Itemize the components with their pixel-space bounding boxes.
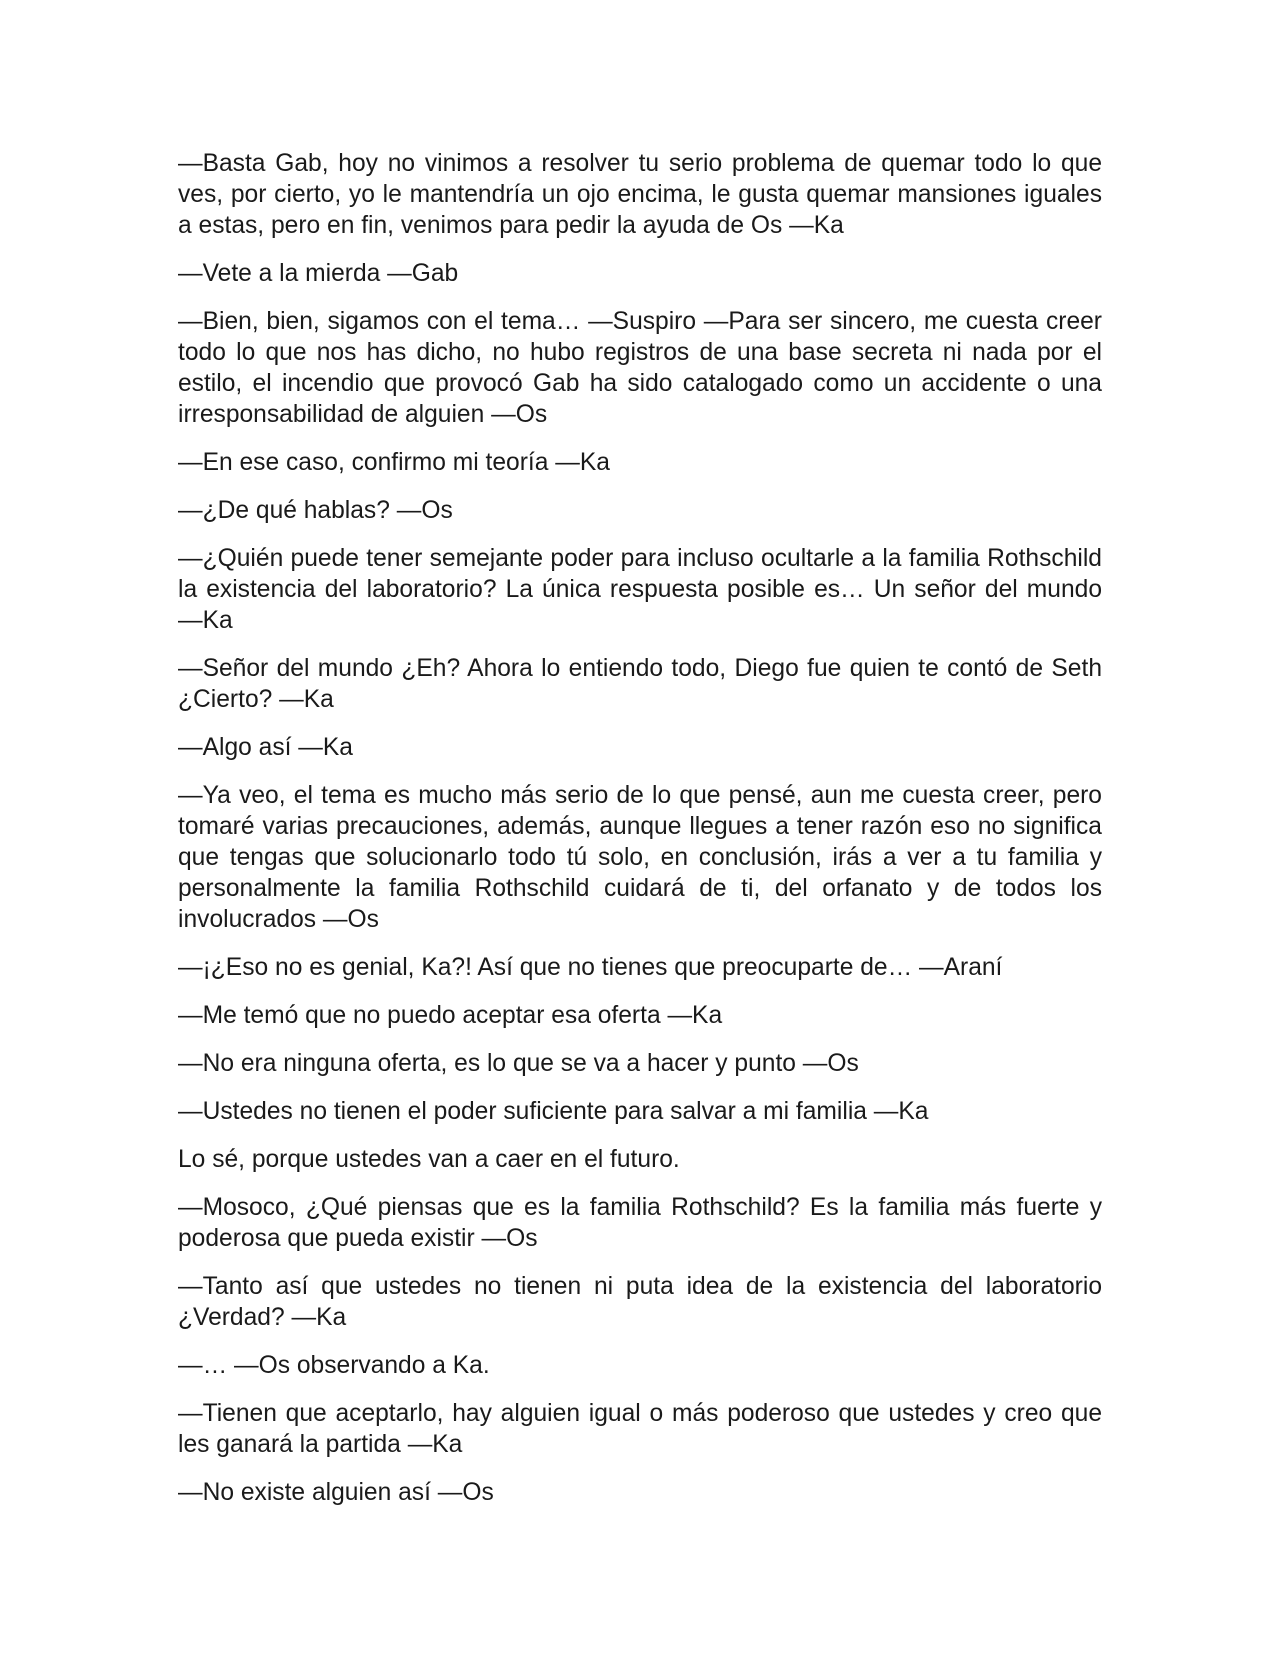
paragraph-12: —No era ninguna oferta, es lo que se va a hacer y punto —Os bbox=[178, 1050, 859, 1077]
paragraph-15: —Mosoco, ¿Qué piensas que es la familia Rothschild? Es la familia más fuerte y poderosa que pueda existir —Os bbox=[178, 1194, 1102, 1252]
paragraph-16: —Tanto así que ustedes no tienen ni puta idea de la existencia del laboratorio ¿Verdad? —Ka bbox=[178, 1273, 1102, 1331]
paragraph-6: —¿Quién puede tener semejante poder para incluso ocultarle a la familia Rothschild la existencia del laboratorio? La única respuesta posible es… Un señor del mundo —Ka bbox=[178, 545, 1102, 634]
document-page bbox=[178, 148, 1102, 1525]
paragraph-9: —Ya veo, el tema es mucho más serio de lo que pensé, aun me cuesta creer, pero tomaré varias precauciones, además, aunque llegues a tener razón eso no significa que tengas que solucionarlo todo tú solo, en conclusión, irás a ver a tu familia y personalmente la familia Rothschild cuidará de ti, del orfanato y de todos los involucrados —Os bbox=[178, 782, 1102, 933]
paragraph-18: —Tienen que aceptarlo, hay alguien igual o más poderoso que ustedes y creo que les ganará la partida —Ka bbox=[178, 1400, 1102, 1458]
paragraph-7: —Señor del mundo ¿Eh? Ahora lo entiendo todo, Diego fue quien te contó de Seth ¿Cierto? —Ka bbox=[178, 655, 1102, 713]
paragraph-11: —Me temó que no puedo aceptar esa oferta —Ka bbox=[178, 1002, 723, 1029]
paragraph-1: —Basta Gab, hoy no vinimos a resolver tu serio problema de quemar todo lo que ves, por cierto, yo le mantendría un ojo encima, le gusta quemar mansiones iguales a estas, pero en fin, venimos para pedir la ayuda de Os —Ka bbox=[178, 150, 1102, 239]
paragraph-8: —Algo así —Ka bbox=[178, 734, 353, 761]
paragraph-10: —¡¿Eso no es genial, Ka?! Así que no tienes que preocuparte de… —Araní bbox=[178, 954, 1003, 981]
paragraph-3: —Bien, bien, sigamos con el tema… —Suspiro —Para ser sincero, me cuesta creer todo lo que nos has dicho, no hubo registros de una base secreta ni nada por el estilo, el incendio que provocó Gab ha sido catalogado como un accidente o una irresponsabilidad de alguien —Os bbox=[178, 308, 1102, 428]
paragraph-4: —En ese caso, confirmo mi teoría —Ka bbox=[178, 449, 610, 476]
paragraph-17: —… —Os observando a Ka. bbox=[178, 1352, 490, 1379]
paragraph-14: Lo sé, porque ustedes van a caer en el futuro. bbox=[178, 1146, 680, 1173]
paragraph-13: —Ustedes no tienen el poder suficiente para salvar a mi familia —Ka bbox=[178, 1098, 929, 1125]
paragraph-19: —No existe alguien así —Os bbox=[178, 1479, 494, 1506]
paragraph-2: —Vete a la mierda —Gab bbox=[178, 260, 459, 287]
paragraph-5: —¿De qué hablas? —Os bbox=[178, 497, 453, 524]
